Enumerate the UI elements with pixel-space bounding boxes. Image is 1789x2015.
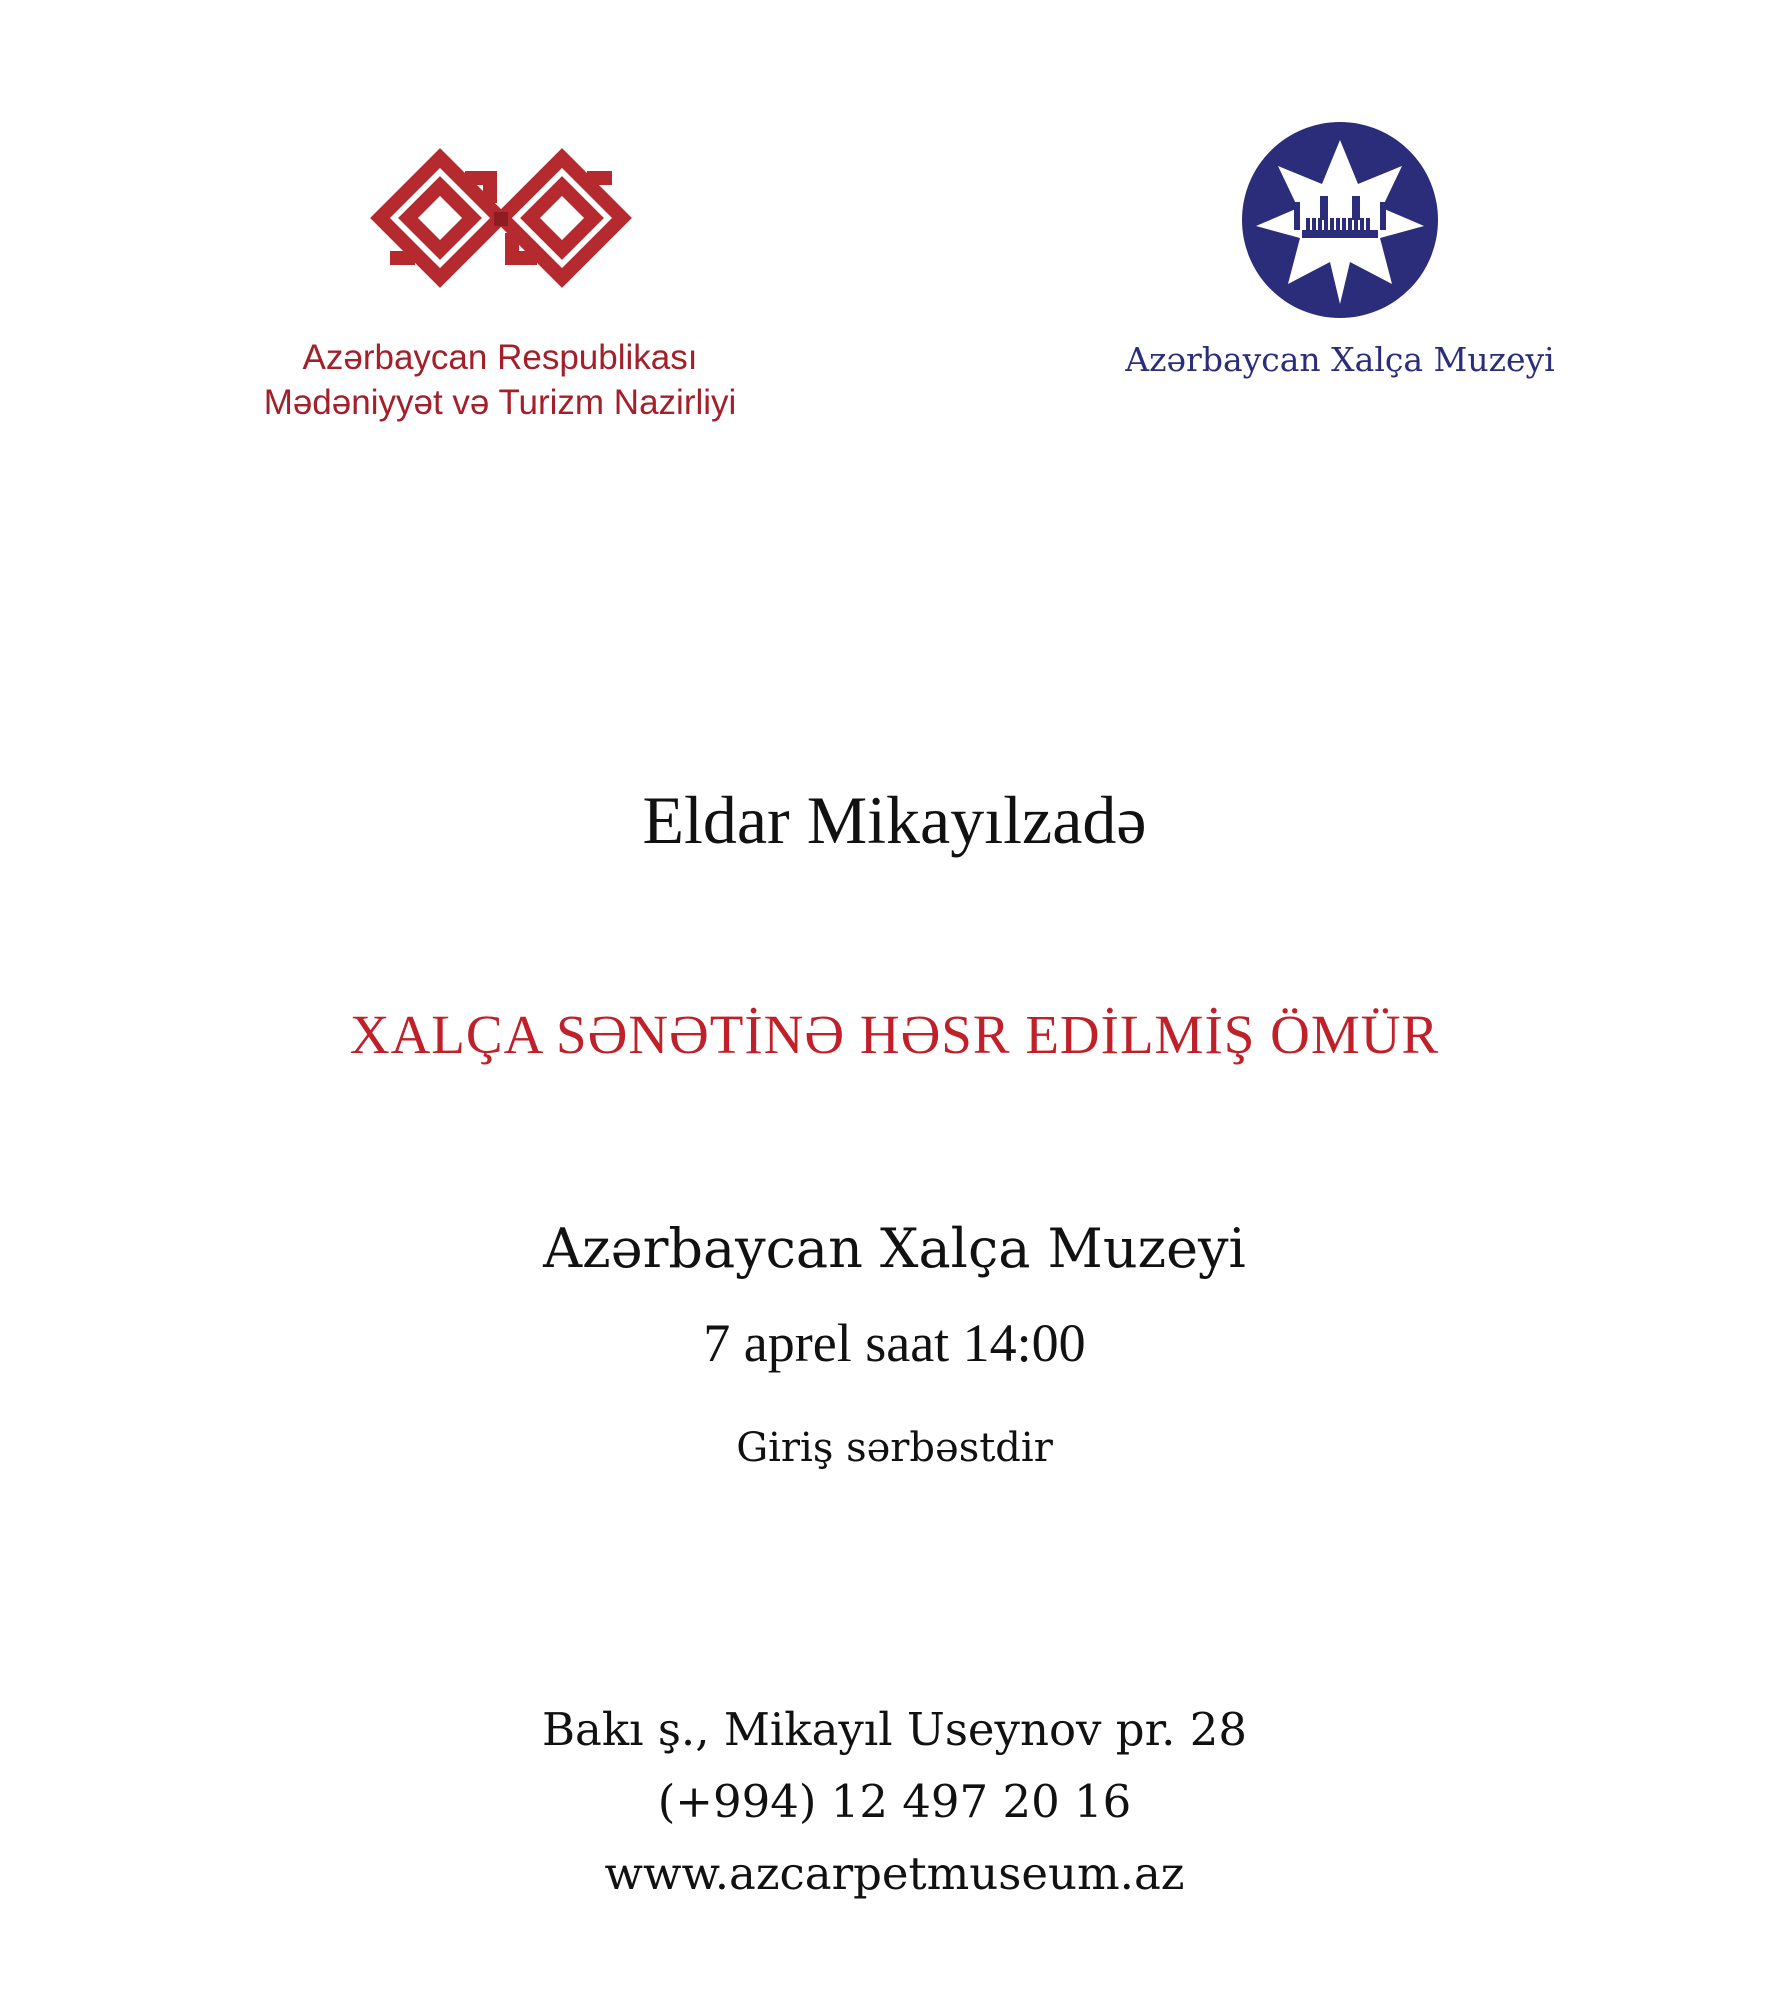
ministry-name-line2: Mədəniyyət və Turizm Nazirliyi	[263, 383, 737, 422]
person-name: Eldar Mikayılzadə	[642, 782, 1147, 858]
event-title: XALÇA SƏNƏTİNƏ HƏSR EDİLMİŞ ÖMÜR	[349, 1004, 1440, 1065]
entry-note: Giriş sərbəstdir	[736, 1425, 1053, 1471]
contact-address: Bakı ş., Mikayıl Useynov pr. 28	[541, 1703, 1248, 1756]
contact-phone: (+994) 12 497 20 16	[657, 1775, 1132, 1828]
ministry-name-line1: Azərbaycan Respublikası	[302, 338, 698, 377]
ministry-knot-emblem-icon	[370, 138, 632, 316]
event-venue: Azərbaycan Xalça Muzeyi	[543, 1217, 1246, 1280]
contact-website-link[interactable]: www.azcarpetmuseum.az	[604, 1847, 1185, 1900]
museum-name-header: Azərbaycan Xalça Muzeyi	[1125, 340, 1555, 379]
museum-star-emblem-icon	[1242, 122, 1438, 318]
event-datetime: 7 aprel saat 14:00	[703, 1313, 1086, 1373]
